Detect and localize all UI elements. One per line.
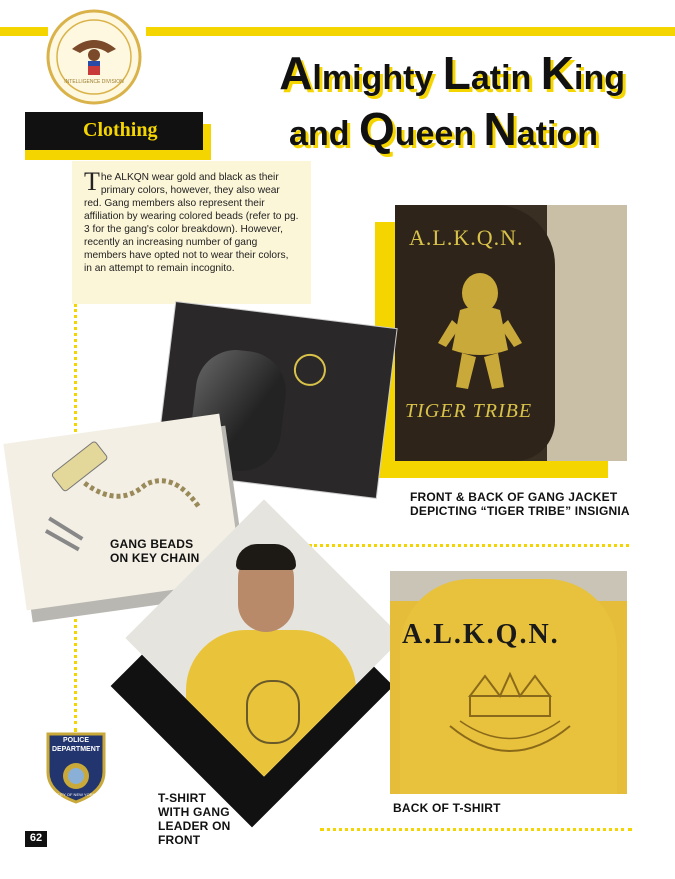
dotted-guide-left-upper [74, 304, 77, 432]
tshirt-front-hair [236, 544, 296, 570]
tshirt-front-caption-line2: WITH GANG [158, 805, 230, 819]
tshirt-back-photo [390, 571, 627, 794]
title-line1-cap-0: A [279, 47, 313, 99]
title-line2-words [289, 103, 598, 155]
jacket-back-shadow [547, 205, 627, 461]
tshirt-back-caption-line1: BACK OF T-SHIRT [393, 801, 501, 815]
tshirt-leader-print [246, 680, 300, 744]
jacket-back-photo [395, 205, 627, 461]
tshirt-front-caption-line1: T-SHIRT [158, 791, 207, 805]
badge-line1: POLICE [62, 737, 90, 744]
nypd-badge-icon [44, 728, 108, 804]
tiger-insignia-icon [430, 265, 530, 395]
top-rule-left [0, 27, 48, 36]
jacket-caption-line1: FRONT & BACK OF GANG JACKET [410, 490, 618, 504]
jacket-back-text-top: A.L.K.Q.N. [409, 225, 524, 250]
title-line2-cap-1: Q [358, 103, 395, 155]
intro-drop-cap: T [84, 167, 100, 196]
tshirt-front-caption [158, 791, 268, 847]
crown-crest-icon [430, 666, 590, 776]
jacket-caption-line2: DEPICTING “TIGER TRIBE” INSIGNIA [410, 504, 630, 518]
intro-box [72, 161, 311, 304]
page-number-box [25, 831, 47, 847]
beads-caption-line2: ON KEY CHAIN [110, 551, 200, 565]
intro-text: he ALKQN wear gold and black as their primary colors, however, they also wear red. Gang members also represent their affiliation by wearing colored beads (refer to pg. 3 for the gang's color breakdown). However, recently an increasing number of gang members have opted not to wear their colors, in an attempt to remain incognito. [84, 172, 299, 274]
dotted-guide-left-lower [74, 612, 77, 732]
section-label-text: Clothing [83, 119, 158, 141]
title-line1-rest-2: ing [574, 59, 625, 97]
intro-paragraph [84, 167, 299, 275]
dotted-guide-middle [309, 544, 629, 547]
tshirt-front-caption-line4: FRONT [158, 833, 201, 847]
top-rule-right [146, 27, 675, 36]
title-line1-cap-1: L [442, 47, 471, 99]
jacket-front-crest-icon [292, 352, 328, 388]
beads-caption-line1: GANG BEADS [110, 537, 194, 551]
title-line1-rest-1: atin [470, 59, 541, 97]
badge-line3: CITY OF NEW YORK [56, 792, 96, 797]
title-line1-words [279, 47, 625, 99]
badge-line2: DEPARTMENT [51, 746, 101, 753]
tshirt-front-caption-line3: LEADER ON [158, 819, 231, 833]
tshirt-back-text: A.L.K.Q.N. [402, 619, 560, 650]
title-line2-rest-2: ation [516, 115, 598, 153]
title-line1-cap-2: K [540, 47, 575, 99]
page-number: 62 [29, 832, 43, 844]
title-line2-rest-0: and [289, 115, 359, 153]
page-title-line1 [0, 47, 625, 99]
jacket-back-text-bottom: TIGER TRIBE [405, 400, 533, 422]
tshirt-back-caption [393, 801, 593, 815]
dotted-guide-bottom [320, 828, 632, 831]
title-line2-cap-2: N [483, 103, 517, 155]
section-label [25, 112, 203, 150]
title-line1-rest-0: lmighty [312, 59, 443, 97]
title-line2-rest-1: ueen [394, 115, 484, 153]
jacket-caption [410, 490, 650, 518]
seal-text: INTELLIGENCE DIVISION [64, 79, 124, 85]
